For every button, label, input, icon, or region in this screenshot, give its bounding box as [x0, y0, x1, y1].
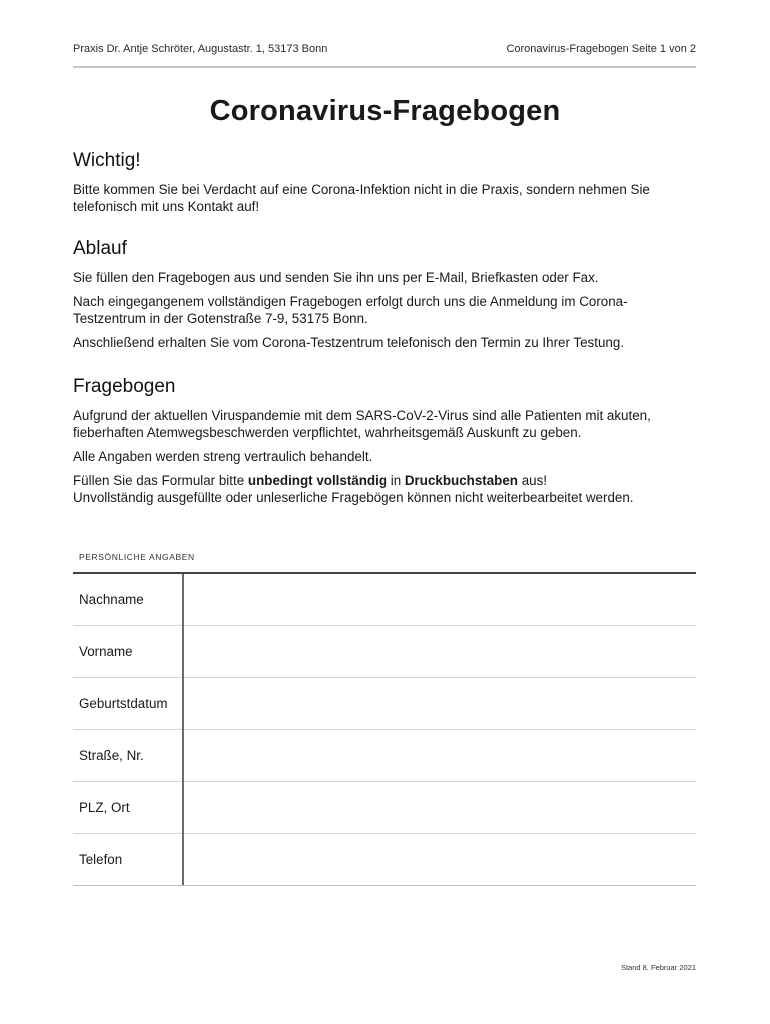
instruction-emphasis-complete: unbedingt vollständig: [247, 473, 388, 488]
instruction-text-mid: in: [387, 473, 405, 488]
header-divider: [73, 66, 696, 68]
document-title: Coronavirus-Fragebogen: [209, 95, 561, 127]
instruction-emphasis-capitals: Druckbuchstaben: [404, 473, 518, 488]
ablauf-paragraph-2: Nach eingegangenem vollständigen Fragebogen erfolgt durch uns die Anmeldung im Corona-Testzentrum in der Gotenstraße 7-9, 53175 Bonn.: [73, 294, 628, 326]
section-heading-ablauf: Ablauf: [73, 238, 127, 259]
section-heading-fragebogen: Fragebogen: [73, 376, 176, 397]
fragebogen-paragraph-1: Aufgrund der aktuellen Viruspandemie mit dem SARS-CoV-2-Virus sind alle Patienten mit akuten, fieberhaften Atemwegsbeschwerden verpflichtet, wahrheitsgemäß Auskunft zu geben.: [73, 408, 651, 440]
form-row-plz-ort: [73, 782, 696, 834]
instruction-text-start: Füllen Sie das Formular bitte: [73, 473, 248, 488]
document-date-footer: Stand 8. Februar 2021: [620, 963, 696, 972]
ablauf-paragraph-1: Sie füllen den Fragebogen aus und senden Sie ihn uns per E-Mail, Briefkasten oder Fax.: [73, 270, 599, 285]
form-label-vorname: Vorname: [79, 644, 133, 659]
fragebogen-paragraph-4: Unvollständig ausgefüllte oder unleserliche Fragebögen können nicht weiterbearbeitet werden.: [73, 490, 634, 505]
personal-data-form: [73, 572, 696, 886]
nachname-field[interactable]: [183, 574, 696, 625]
geburtsdatum-field[interactable]: [183, 678, 696, 729]
form-label-telefon: Telefon: [79, 852, 123, 867]
form-label-plz-ort: PLZ, Ort: [79, 800, 130, 815]
header-practice-address: Praxis Dr. Antje Schröter, Augustastr. 1, 53173 Bonn: [73, 43, 328, 55]
ablauf-paragraph-3: Anschließend erhalten Sie vom Corona-Testzentrum telefonisch den Termin zu Ihrer Testung.: [73, 335, 625, 350]
form-section-label: PERSÖNLICHE ANGABEN: [79, 552, 195, 562]
wichtig-paragraph: Bitte kommen Sie bei Verdacht auf eine Corona-Infektion nicht in die Praxis, sondern nehmen Sie telefonisch mit uns Kontakt auf!: [73, 182, 650, 214]
header-page-info: Coronavirus-Fragebogen Seite 1 von 2: [506, 43, 696, 55]
vorname-field[interactable]: [183, 626, 696, 677]
form-row-nachname: [73, 574, 696, 626]
fragebogen-paragraph-2: Alle Angaben werden streng vertraulich behandelt.: [73, 449, 373, 464]
section-ablauf: [73, 238, 696, 358]
plz-ort-field[interactable]: [183, 782, 696, 833]
instruction-text-end: aus!: [518, 473, 548, 488]
telefon-field[interactable]: [183, 834, 696, 885]
strasse-field[interactable]: [183, 730, 696, 781]
section-heading-wichtig: Wichtig!: [73, 150, 141, 171]
form-row-telefon: [73, 834, 696, 886]
section-wichtig: [73, 150, 696, 222]
form-label-geburtsdatum: Geburtstdatum: [79, 696, 168, 711]
form-row-vorname: [73, 626, 696, 678]
page-header: [73, 43, 696, 55]
form-label-nachname: Nachname: [79, 592, 144, 607]
fragebogen-paragraph-3: [73, 472, 696, 489]
section-fragebogen: [73, 376, 696, 513]
form-row-strasse: [73, 730, 696, 782]
form-row-geburtsdatum: [73, 678, 696, 730]
form-column-divider: [182, 574, 184, 885]
form-label-strasse: Straße, Nr.: [79, 748, 144, 763]
